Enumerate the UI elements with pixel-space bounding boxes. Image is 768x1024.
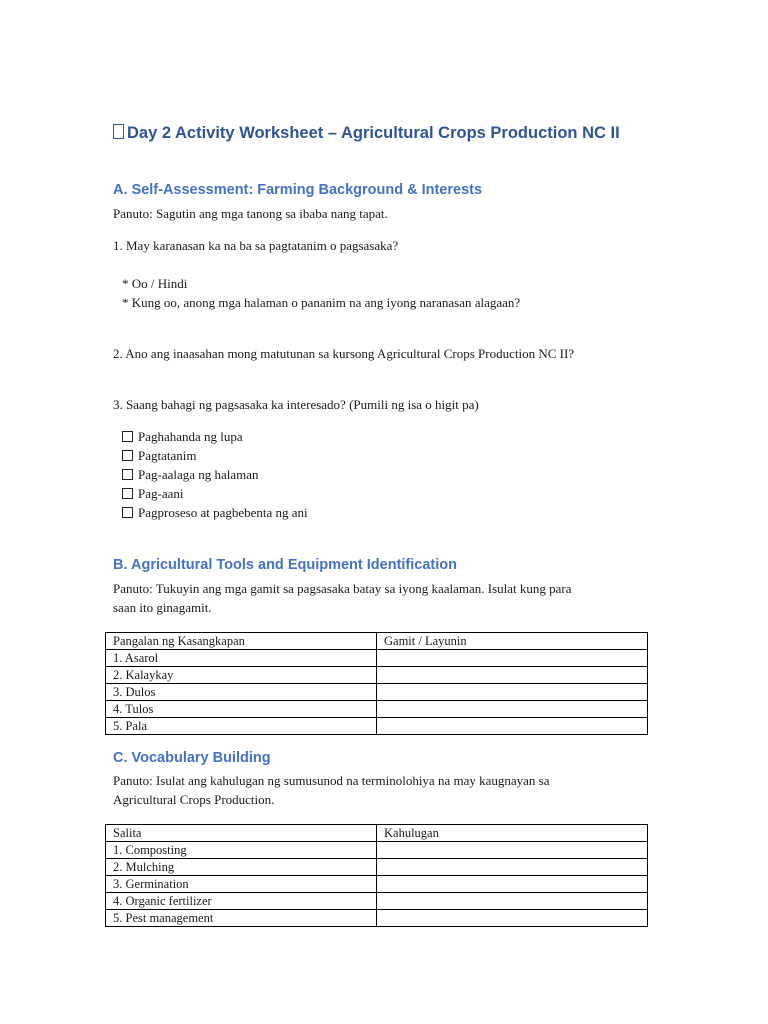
question-2: 2. Ano ang inaasahan mong matutunan sa kursong Agricultural Crops Production NC II? — [113, 346, 575, 361]
answer-cell[interactable] — [377, 910, 648, 927]
section-b-heading: B. Agricultural Tools and Equipment Identification — [113, 557, 457, 573]
table-row — [106, 718, 648, 735]
answer-cell[interactable] — [377, 684, 648, 701]
tool-name-cell: 1. Asarol — [106, 650, 377, 667]
checkbox-icon[interactable] — [122, 469, 133, 480]
table-row — [106, 667, 648, 684]
table-header-cell: Pangalan ng Kasangkapan — [106, 633, 377, 650]
choice-item[interactable]: Pag-aalaga ng halaman — [122, 465, 259, 484]
term-cell: 5. Pest management — [106, 910, 377, 927]
table-header-row — [106, 825, 648, 842]
section-a-heading: A. Self-Assessment: Farming Background & Interests — [113, 182, 483, 198]
choice-item[interactable]: Pag-aani — [122, 484, 183, 503]
choice-item[interactable]: Pagtatanim — [122, 446, 197, 465]
term-cell: 3. Germination — [106, 876, 377, 893]
table-row — [106, 842, 648, 859]
document-icon — [113, 124, 124, 139]
checkbox-icon[interactable] — [122, 507, 133, 518]
section-b-instruction-line-2: saan ito ginagamit. — [113, 600, 212, 615]
checkbox-icon[interactable] — [122, 450, 133, 461]
question-1-option-1: * Oo / Hindi — [122, 276, 188, 291]
question-1-option-2: * Kung oo, anong mga halaman o pananim na ang iyong naranasan alagaan? — [122, 295, 521, 310]
tool-name-cell: 4. Tulos — [106, 701, 377, 718]
table-row — [106, 910, 648, 927]
question-3: 3. Saang bahagi ng pagsasaka ka interesado? (Pumili ng isa o higit pa) — [113, 397, 479, 412]
tools-table — [105, 632, 648, 735]
table-header-cell: Salita — [106, 825, 377, 842]
answer-cell[interactable] — [377, 893, 648, 910]
table-header-cell: Gamit / Layunin — [377, 633, 648, 650]
section-a-instruction: Panuto: Sagutin ang mga tanong sa ibaba nang tapat. — [113, 206, 388, 221]
answer-cell[interactable] — [377, 718, 648, 735]
choice-item[interactable]: Pagproseso at pagbebenta ng ani — [122, 503, 308, 522]
section-b-instruction-line-1: Panuto: Tukuyin ang mga gamit sa pagsasaka batay sa iyong kaalaman. Isulat kung para — [113, 581, 572, 596]
checkbox-icon[interactable] — [122, 488, 133, 499]
page-title-text: Day 2 Activity Worksheet – Agricultural Crops Production NC II — [127, 124, 620, 142]
tool-name-cell: 3. Dulos — [106, 684, 377, 701]
answer-cell[interactable] — [377, 842, 648, 859]
table-header-row — [106, 633, 648, 650]
vocabulary-table — [105, 824, 648, 927]
section-c-instruction-line-2: Agricultural Crops Production. — [113, 792, 275, 807]
answer-cell[interactable] — [377, 876, 648, 893]
term-cell: 1. Composting — [106, 842, 377, 859]
table-row — [106, 650, 648, 667]
table-row — [106, 859, 648, 876]
page-title — [113, 124, 713, 143]
term-cell: 2. Mulching — [106, 859, 377, 876]
answer-cell[interactable] — [377, 650, 648, 667]
tool-name-cell: 2. Kalaykay — [106, 667, 377, 684]
choice-item[interactable]: Paghahanda ng lupa — [122, 427, 243, 446]
term-cell: 4. Organic fertilizer — [106, 893, 377, 910]
table-header-cell: Kahulugan — [377, 825, 648, 842]
table-row — [106, 701, 648, 718]
answer-cell[interactable] — [377, 667, 648, 684]
table-row — [106, 893, 648, 910]
question-1: 1. May karanasan ka na ba sa pagtatanim o pagsasaka? — [113, 238, 399, 253]
tool-name-cell: 5. Pala — [106, 718, 377, 735]
checkbox-icon[interactable] — [122, 431, 133, 442]
section-c-heading: C. Vocabulary Building — [113, 750, 271, 766]
answer-cell[interactable] — [377, 859, 648, 876]
table-row — [106, 684, 648, 701]
section-c-instruction-line-1: Panuto: Isulat ang kahulugan ng sumusunod na terminolohiya na may kaugnayan sa — [113, 773, 550, 788]
table-row — [106, 876, 648, 893]
answer-cell[interactable] — [377, 701, 648, 718]
